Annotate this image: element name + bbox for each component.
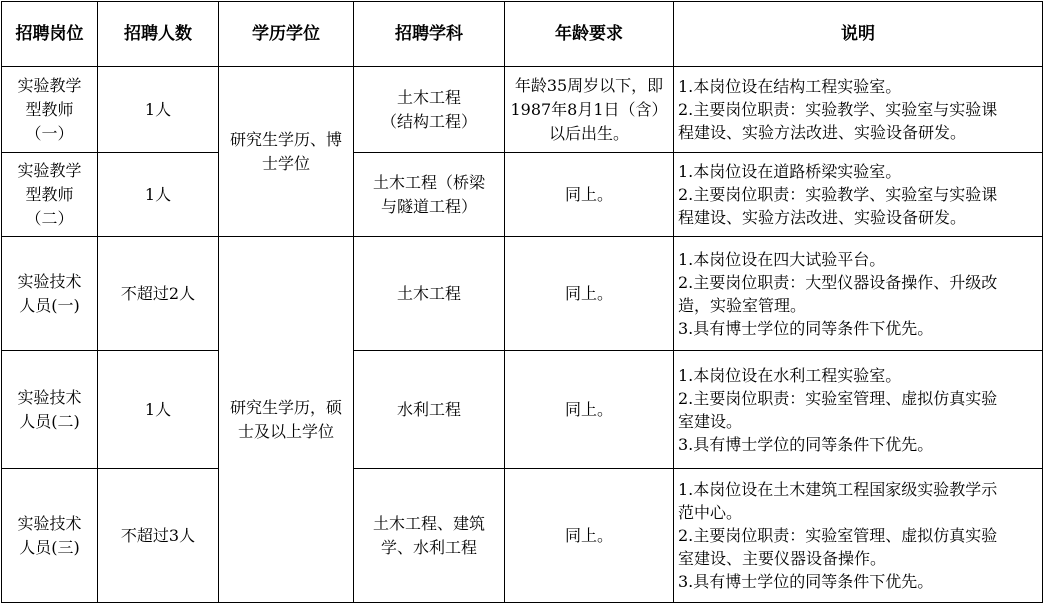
position-line: 人员(三) [19, 537, 80, 557]
count-cell: 1人 [98, 351, 219, 469]
age-cell [505, 153, 674, 237]
subject-line: 土木工程 [396, 87, 461, 107]
position-line: 实验技术 [17, 271, 82, 291]
position-line: 型教师 [25, 184, 74, 204]
subject-cell [354, 67, 505, 153]
description-line: 2.主要岗位职责：实验教学、实验室与实验课 [678, 100, 998, 119]
table-row [2, 351, 1043, 469]
header-age: 年龄要求 [505, 2, 674, 67]
description-cell [674, 237, 1043, 351]
subject-cell [354, 351, 505, 469]
description-cell [674, 67, 1043, 153]
description-cell [674, 351, 1043, 469]
header-row [2, 2, 1043, 67]
description-line: 1.本岗位设在道路桥梁实验室。 [678, 162, 902, 181]
recruitment-table [1, 1, 1043, 603]
age-line: 同上。 [564, 399, 613, 419]
description-cell [674, 153, 1043, 237]
age-line: 同上。 [564, 184, 613, 204]
age-cell [505, 237, 674, 351]
position-cell [2, 351, 98, 469]
position-line: 实验教学 [17, 75, 82, 95]
degree-line: 研究生学历，硕 [229, 397, 342, 417]
subject-line: 与隧道工程） [380, 196, 477, 216]
description-line: 造，实验室管理。 [678, 295, 807, 315]
description-line: 3.具有博士学位的同等条件下优先。 [678, 572, 934, 591]
position-line: 人员(二) [19, 411, 80, 431]
description-line: 3.具有博士学位的同等条件下优先。 [678, 434, 934, 454]
age-line: 同上。 [564, 283, 613, 303]
description-line: 1.本岗位设在四大试验平台。 [678, 249, 886, 269]
subject-line: 土木工程、建筑 [372, 513, 485, 533]
degree-cell [219, 67, 354, 237]
degree-line: 研究生学历、博 [229, 129, 342, 149]
subject-line: 土木工程 [396, 283, 461, 303]
description-line: 程建设、实验方法改进、实验设备研发。 [678, 123, 967, 142]
age-line: 年龄35周岁以下，即 [514, 75, 664, 95]
header-degree: 学历学位 [219, 2, 354, 67]
description-line: 2.主要岗位职责：实验室管理、虚拟仿真实验 [678, 388, 998, 408]
table-row [2, 469, 1043, 603]
age-line: 1987年8月1日（含） [510, 99, 668, 119]
position-line: 实验教学 [17, 160, 82, 180]
description-line: 3.具有博士学位的同等条件下优先。 [678, 318, 934, 338]
age-cell [505, 351, 674, 469]
subject-line: 土木工程（桥梁 [372, 172, 485, 192]
age-line: 以后出生。 [548, 123, 629, 143]
description-line: 2.主要岗位职责：大型仪器设备操作、升级改 [678, 272, 998, 292]
description-line: 1.本岗位设在土木建筑工程国家级实验教学示 [678, 480, 998, 499]
subject-line: 学、水利工程 [380, 537, 477, 557]
subject-line: （结构工程） [380, 111, 477, 131]
description-line: 室建设。 [678, 411, 743, 431]
position-line: 人员(一) [19, 295, 80, 315]
description-line: 范中心。 [678, 503, 743, 522]
position-line: 型教师 [25, 99, 74, 119]
description-line: 室建设、主要仪器设备操作。 [678, 549, 887, 568]
table-row [2, 153, 1043, 237]
header-position: 招聘岗位 [2, 2, 98, 67]
position-line: 实验技术 [17, 387, 82, 407]
description-line: 程建设、实验方法改进、实验设备研发。 [678, 208, 967, 227]
subject-cell [354, 237, 505, 351]
age-line: 同上。 [564, 525, 613, 545]
subject-cell [354, 469, 505, 603]
position-cell [2, 153, 98, 237]
age-cell [505, 67, 674, 153]
subject-cell [354, 153, 505, 237]
table-row [2, 67, 1043, 153]
header-description: 说明 [674, 2, 1043, 67]
description-line: 2.主要岗位职责：实验教学、实验室与实验课 [678, 185, 998, 204]
degree-cell [219, 237, 354, 603]
position-line: 实验技术 [17, 513, 82, 533]
header-count: 招聘人数 [98, 2, 219, 67]
position-cell [2, 469, 98, 603]
count-cell: 1人 [98, 153, 219, 237]
count-cell: 不超过2人 [98, 237, 219, 351]
position-line: （一） [25, 123, 74, 143]
degree-line: 士学位 [261, 153, 310, 173]
description-line: 1.本岗位设在水利工程实验室。 [678, 365, 902, 385]
count-cell: 1人 [98, 67, 219, 153]
position-cell [2, 237, 98, 351]
degree-line: 士及以上学位 [237, 421, 334, 441]
age-cell [505, 469, 674, 603]
subject-line: 水利工程 [396, 399, 461, 419]
count-cell: 不超过3人 [98, 469, 219, 603]
position-cell [2, 67, 98, 153]
header-subject: 招聘学科 [354, 2, 505, 67]
position-line: （二） [25, 208, 74, 228]
description-line: 2.主要岗位职责：实验室管理、虚拟仿真实验 [678, 526, 998, 545]
description-line: 1.本岗位设在结构工程实验室。 [678, 77, 902, 96]
description-cell [674, 469, 1043, 603]
table-row [2, 237, 1043, 351]
